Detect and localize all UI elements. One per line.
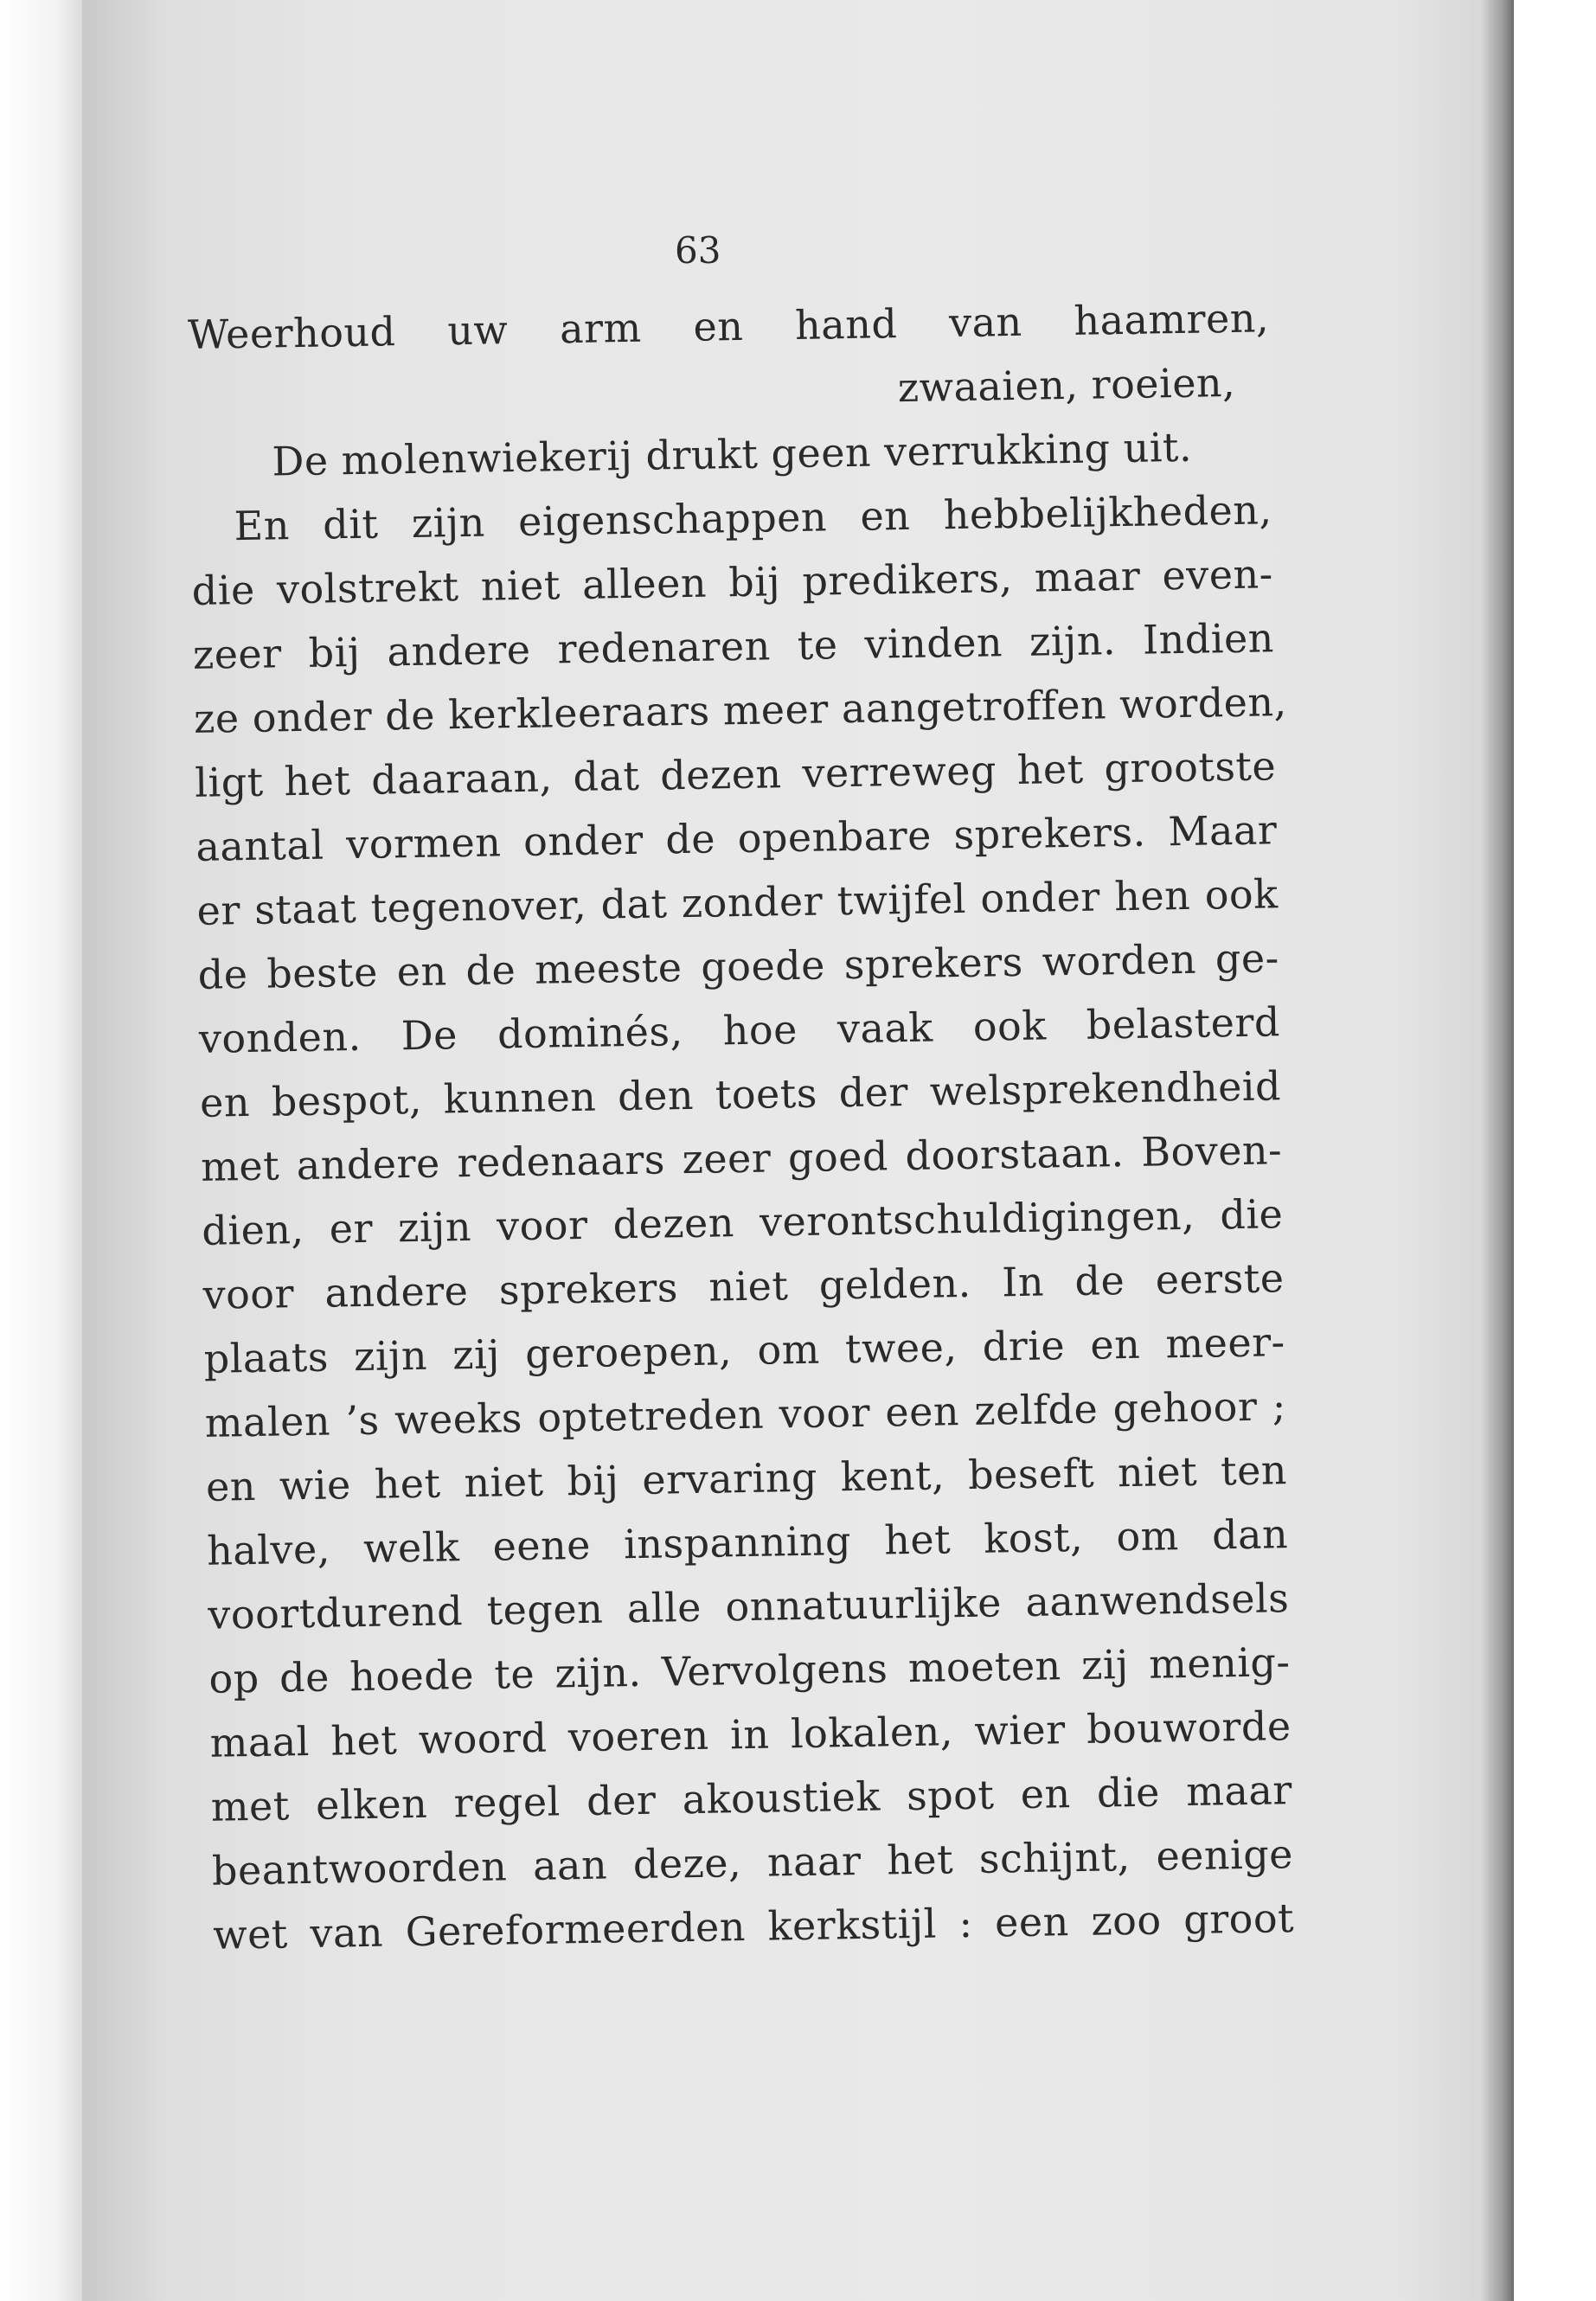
paragraph-line: ze onder de kerkleeraars meer aangetroffen worden, bbox=[193, 678, 1288, 742]
paragraph-line: plaats zijn zij geroepen, om twee, drie en meer- bbox=[203, 1318, 1286, 1382]
paragraph-line: en bespot, kunnen den toets der welsprekendheid bbox=[199, 1062, 1282, 1126]
paragraph-line: dien, er zijn voor dezen verontschuldigingen, die bbox=[202, 1190, 1284, 1254]
verse-line-1: Weerhoud uw arm en hand van haamren, bbox=[187, 294, 1270, 358]
paragraph-line: beantwoorden aan deze, naar het schijnt, eenige bbox=[211, 1830, 1294, 1894]
paragraph-line: malen ’s weeks optetreden voor een zelfde gehoor ; bbox=[204, 1382, 1287, 1446]
paragraph-line: er staat tegenover, dat zonder twijfel onder hen ook bbox=[196, 870, 1279, 934]
verse-line-3: De molenwiekerij drukt geen verrukking uit. bbox=[272, 423, 1193, 485]
paragraph-line: de beste en de meeste goede sprekers worden ge- bbox=[197, 934, 1280, 998]
binding-shadow bbox=[0, 0, 95, 2301]
paragraph-line: voor andere sprekers niet gelden. In de eerste bbox=[202, 1254, 1285, 1318]
paragraph-line: vonden. De dominés, hoe vaak ook belasterd bbox=[198, 998, 1281, 1062]
page-number: 63 bbox=[675, 229, 721, 272]
body-text bbox=[186, 199, 1295, 1966]
paragraph-line: en wie het niet bij ervaring kent, beseft niet ten bbox=[205, 1446, 1288, 1510]
paragraph-line: En dit zijn eigenschappen en hebbelijkheden, bbox=[234, 486, 1272, 550]
page-edge-shadow bbox=[1479, 0, 1514, 2301]
paragraph-line: maal het woord voeren in lokalen, wier bouworde bbox=[209, 1702, 1292, 1766]
paragraph-line: aantal vormen onder de openbare sprekers. Maar bbox=[195, 806, 1278, 870]
paragraph-line: op de hoede te zijn. Vervolgens moeten zij menig- bbox=[208, 1638, 1291, 1702]
paragraph-line: met andere redenaars zeer goed doorstaan. Boven- bbox=[200, 1126, 1283, 1190]
paragraph-line: zeer bij andere redenaren te vinden zijn. Indien bbox=[192, 614, 1275, 678]
verse-line-2: zwaaien, roeien, bbox=[897, 358, 1236, 412]
paragraph-line: wet van Gereformeerden kerkstijl : een zoo groot bbox=[212, 1894, 1295, 1958]
paragraph-line: halve, welk eene inspanning het kost, om dan bbox=[206, 1510, 1289, 1574]
paragraph-line: ligt het daaraan, dat dezen verreweg het grootste bbox=[194, 742, 1277, 806]
scan-margin bbox=[1514, 0, 1596, 2301]
paragraph-line: die volstrekt niet alleen bij predikers, maar even- bbox=[191, 550, 1274, 614]
paragraph-line: voortdurend tegen alle onnatuurlijke aanwendsels bbox=[207, 1574, 1290, 1638]
paragraph-line: met elken regel der akoustiek spot en die maar bbox=[210, 1766, 1293, 1830]
